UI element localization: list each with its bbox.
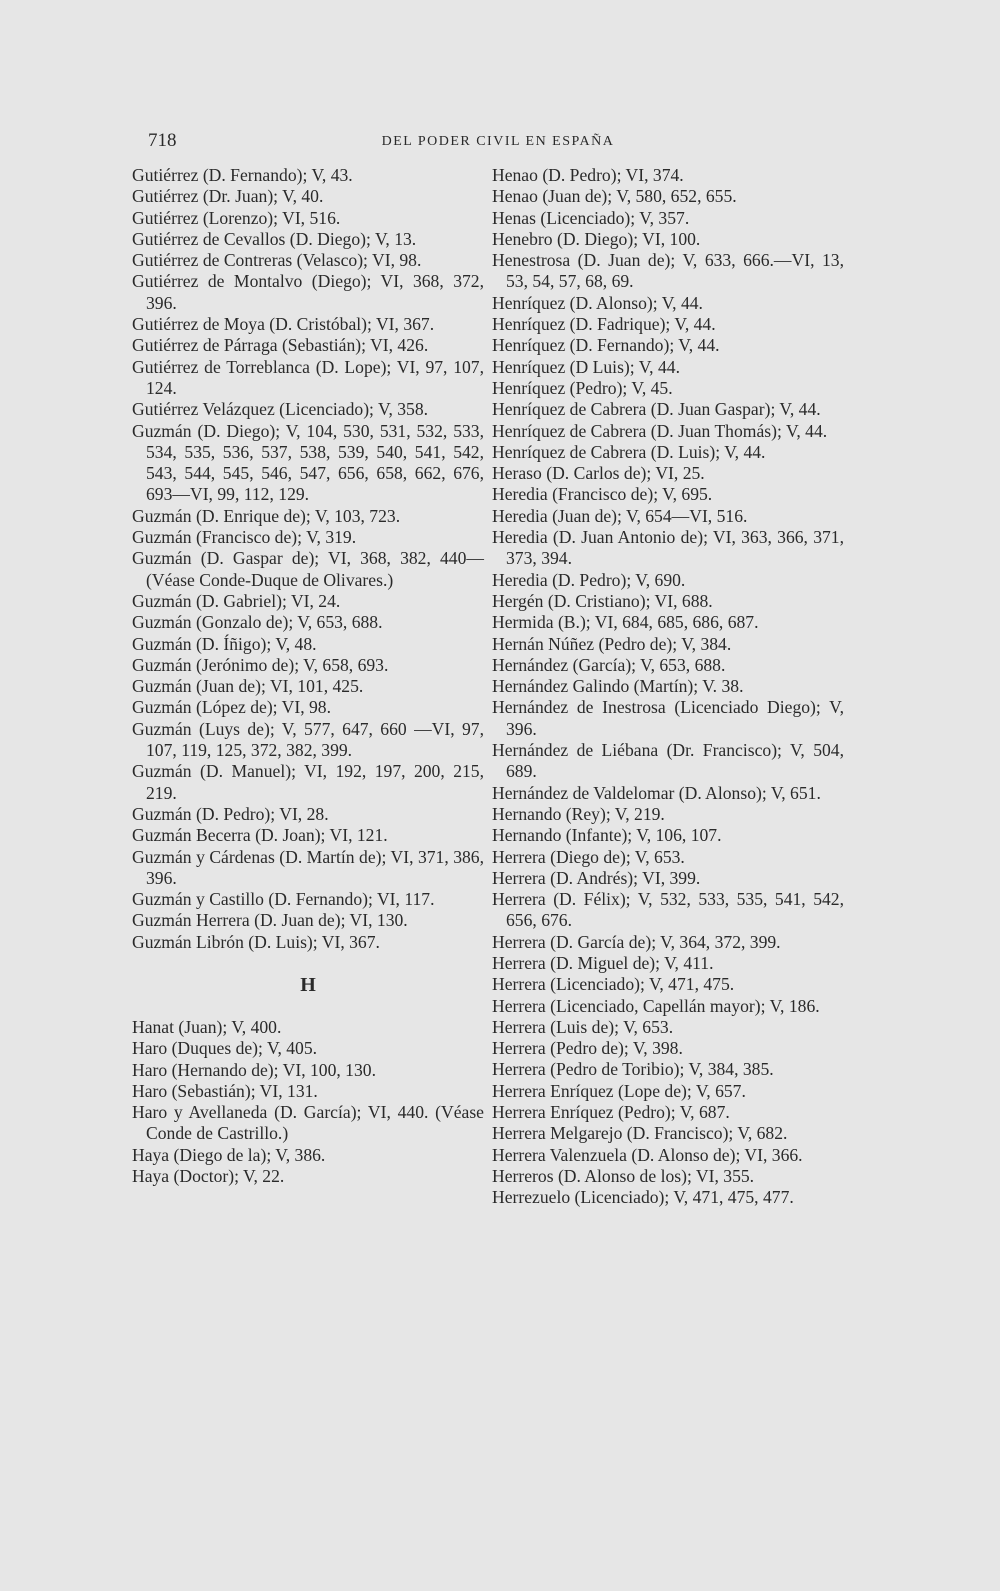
index-entry: Gutiérrez (D. Fernando); V, 43. [132, 165, 353, 185]
index-entry: Guzmán (D. Pedro); VI, 28. [132, 803, 329, 824]
index-entry: Hernández (García); V, 653, 688. [492, 654, 726, 675]
index-entry: Haro y Avellaneda (D. García); VI, 440. (Véase Conde de Castrillo.) [132, 1102, 484, 1144]
index-entry: Haro (Sebastián); VI, 131. [132, 1080, 318, 1101]
index-entry: Henríquez (D. Fernando); V, 44. [492, 335, 720, 356]
index-entry: Guzmán (D. Manuel); VI, 192, 197, 200, 215, 219. [132, 761, 484, 803]
index-entry: Heredia (D. Juan Antonio de); VI, 363, 366, 371, 373, 394. [492, 527, 844, 569]
index-entry: Herrera Melgarejo (D. Francisco); V, 682. [492, 1123, 788, 1144]
index-entry: Hernando (Infante); V, 106, 107. [492, 825, 722, 846]
index-entry: Henas (Licenciado); V, 357. [492, 207, 690, 228]
index-entry: Hernando (Rey); V, 219. [492, 803, 665, 824]
index-entry: Guzmán (Gonzalo de); V, 653, 688. [132, 612, 383, 633]
entries-right-list [492, 165, 844, 1209]
index-entry: Guzmán (D. Íñigo); V, 48. [132, 633, 317, 654]
index-entry: Gutiérrez de Torreblanca (D. Lope); VI, 97, 107, 124. [132, 356, 484, 398]
index-entry: Herrera Valenzuela (D. Alonso de); VI, 366. [492, 1144, 803, 1165]
entries-g-list [132, 165, 484, 953]
index-entry: Haya (Doctor); V, 22. [132, 1166, 285, 1187]
index-entry: Heredia (Francisco de); V, 695. [492, 484, 713, 505]
index-entry: Gutiérrez (Lorenzo); VI, 516. [132, 207, 341, 228]
index-entry: Guzmán (D. Gaspar de); VI, 368, 382, 440—(Véase Conde-Duque de Olivares.) [132, 548, 484, 590]
index-entry: Herrera Enríquez (Pedro); V, 687. [492, 1102, 730, 1123]
index-entry: Guzmán (D. Diego); V, 104, 530, 531, 532, 533, 534, 535, 536, 537, 538, 539, 540, 541, 542, 543, 544, 545, 546, 547, 656, 658, 662, 676, 693—VI, 99, 112, 129. [132, 420, 484, 505]
index-entry: Gutiérrez de Moya (D. Cristóbal); VI, 367. [132, 314, 435, 335]
index-entry: Herrera (D. Miguel de); V, 411. [492, 952, 714, 973]
index-entry: Herrera (D. Félix); V, 532, 533, 535, 541, 542, 656, 676. [492, 889, 844, 931]
index-entry: Heraso (D. Carlos de); VI, 25. [492, 463, 705, 484]
index-entry: Heredia (Juan de); V, 654—VI, 516. [492, 505, 748, 526]
index-entry: Guzmán Librón (D. Luis); VI, 367. [132, 931, 380, 952]
index-entry: Guzmán (López de); VI, 98. [132, 697, 332, 718]
index-entry: Haro (Hernando de); VI, 100, 130. [132, 1059, 376, 1080]
index-entry: Herrera (Diego de); V, 653. [492, 846, 685, 867]
index-entry: Herrera (Pedro de); V, 398. [492, 1038, 683, 1059]
left-column [132, 165, 484, 1187]
index-entry: Herrera (Pedro de Toribio); V, 384, 385. [492, 1059, 774, 1080]
index-entry: Guzmán (D. Gabriel); VI, 24. [132, 590, 341, 611]
index-entry: Guzmán (Luys de); V, 577, 647, 660 —VI, 97, 107, 119, 125, 372, 382, 399. [132, 718, 484, 761]
index-entry: Guzmán (Francisco de); V, 319. [132, 527, 357, 548]
page-header [148, 130, 848, 160]
page-number: 718 [148, 130, 177, 151]
index-entry: Herrera (D. Andrés); VI, 399. [492, 867, 701, 888]
index-entry: Hernández de Liébana (Dr. Francisco); V, 504, 689. [492, 740, 844, 782]
index-entry: Gutiérrez (Dr. Juan); V, 40. [132, 186, 324, 207]
index-entry: Henríquez de Cabrera (D. Juan Thomás); V, 44. [492, 420, 828, 441]
index-entry: Gutiérrez de Párraga (Sebastián); VI, 426. [132, 335, 429, 356]
index-entry: Henríquez (D. Fadrique); V, 44. [492, 314, 716, 335]
index-entry: Heredia (D. Pedro); V, 690. [492, 569, 686, 590]
index-entry: Hermida (B.); VI, 684, 685, 686, 687. [492, 612, 759, 633]
index-entry: Hernán Núñez (Pedro de); V, 384. [492, 633, 732, 654]
index-entry: Herrera Enríquez (Lope de); V, 657. [492, 1080, 746, 1101]
index-entry: Henríquez de Cabrera (D. Luis); V, 44. [492, 441, 766, 462]
index-entry: Guzmán Herrera (D. Juan de); VI, 130. [132, 910, 408, 931]
index-entry: Herrera (D. García de); V, 364, 372, 399. [492, 931, 781, 952]
index-entry: Hanat (Juan); V, 400. [132, 1016, 282, 1037]
index-entry: Haro (Duques de); V, 405. [132, 1038, 318, 1059]
index-entry: Herrera (Licenciado, Capellán mayor); V, 186. [492, 995, 820, 1016]
index-entry: Haya (Diego de la); V, 386. [132, 1144, 326, 1165]
index-entry: Hernández de Valdelomar (D. Alonso); V, 651. [492, 782, 821, 803]
index-entry: Gutiérrez de Contreras (Velasco); VI, 98. [132, 250, 422, 271]
index-entry: Guzmán y Cárdenas (D. Martín de); VI, 371, 386, 396. [132, 846, 484, 888]
index-entry: Herrera (Luis de); V, 653. [492, 1016, 674, 1037]
index-entry: Herrera (Licenciado); V, 471, 475. [492, 974, 735, 995]
index-entry: Hernández Galindo (Martín); V. 38. [492, 676, 744, 697]
index-entry: Henríquez (D Luis); V, 44. [492, 356, 680, 377]
index-entry: Henestrosa (D. Juan de); V, 633, 666.—VI, 13, 53, 54, 57, 68, 69. [492, 250, 844, 292]
index-entry: Gutiérrez Velázquez (Licenciado); V, 358. [132, 399, 429, 420]
index-entry: Hernández de Inestrosa (Licenciado Diego); V, 396. [492, 697, 844, 739]
index-entry: Guzmán y Castillo (D. Fernando); VI, 117. [132, 889, 435, 910]
right-column [492, 165, 844, 1209]
entries-h-list [132, 1017, 484, 1187]
index-entry: Henao (D. Pedro); VI, 374. [492, 165, 684, 185]
index-entry: Guzmán (Jerónimo de); V, 658, 693. [132, 654, 389, 675]
index-entry: Henríquez (D. Alonso); V, 44. [492, 292, 703, 313]
index-entry: Gutiérrez de Montalvo (Diego); VI, 368, 372, 396. [132, 271, 484, 313]
index-entry: Guzmán Becerra (D. Joan); VI, 121. [132, 825, 388, 846]
index-entry: Gutiérrez de Cevallos (D. Diego); V, 13. [132, 228, 417, 249]
index-entry: Hergén (D. Cristiano); VI, 688. [492, 590, 713, 611]
index-entry: Guzmán (Juan de); VI, 101, 425. [132, 676, 364, 697]
index-entry: Herreros (D. Alonso de los); VI, 355. [492, 1165, 755, 1186]
section-letter-h: H [300, 973, 316, 996]
running-title: DEL PODER CIVIL EN ESPAÑA [381, 134, 615, 149]
index-entry: Herrezuelo (Licenciado); V, 471, 475, 477. [492, 1187, 794, 1208]
index-entry: Guzmán (D. Enrique de); V, 103, 723. [132, 505, 401, 526]
index-entry: Henríquez de Cabrera (D. Juan Gaspar); V, 44. [492, 399, 821, 420]
index-entry: Henríquez (Pedro); V, 45. [492, 377, 673, 398]
index-entry: Henao (Juan de); V, 580, 652, 655. [492, 186, 737, 207]
index-entry: Henebro (D. Diego); VI, 100. [492, 228, 701, 249]
